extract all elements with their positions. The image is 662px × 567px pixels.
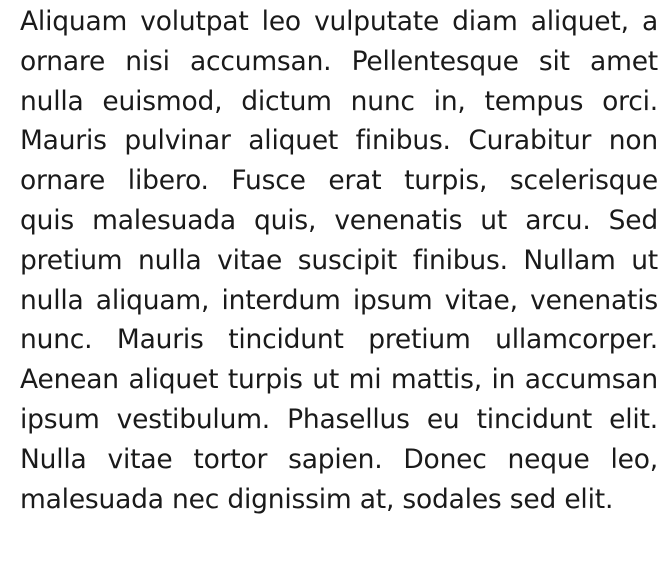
paragraph-line: ornare libero. Fusce erat turpis, scelerisque: [20, 165, 658, 197]
paragraph-line: Mauris pulvinar aliquet finibus. Curabitur non: [20, 125, 658, 157]
paragraph-line: quis malesuada quis, venenatis ut arcu. Sed: [20, 204, 658, 236]
paragraph-line: ornare nisi accumsan. Pellentesque sit amet: [20, 45, 658, 77]
paragraph-line: nulla aliquam, interdum ipsum vitae, venenatis: [20, 284, 658, 316]
paragraph-line: Aliquam volutpat leo vulputate diam aliquet, a: [20, 6, 658, 37]
paragraph-line: Aenean aliquet turpis ut mi mattis, in accumsan: [20, 364, 658, 396]
paragraph-line: malesuada nec dignissim at, sodales sed elit.: [20, 483, 614, 515]
paragraph-line: ipsum vestibulum. Phasellus eu tincidunt elit.: [20, 403, 658, 435]
paragraph-line: Nulla vitae tortor sapien. Donec neque leo,: [20, 443, 658, 475]
paragraph-line: nulla euismod, dictum nunc in, tempus orci.: [20, 85, 658, 117]
paragraph-line: pretium nulla vitae suscipit finibus. Nullam ut: [20, 244, 658, 276]
paragraph-line: nunc. Mauris tincidunt pretium ullamcorper.: [20, 324, 658, 356]
paragraph: [20, 2, 658, 519]
